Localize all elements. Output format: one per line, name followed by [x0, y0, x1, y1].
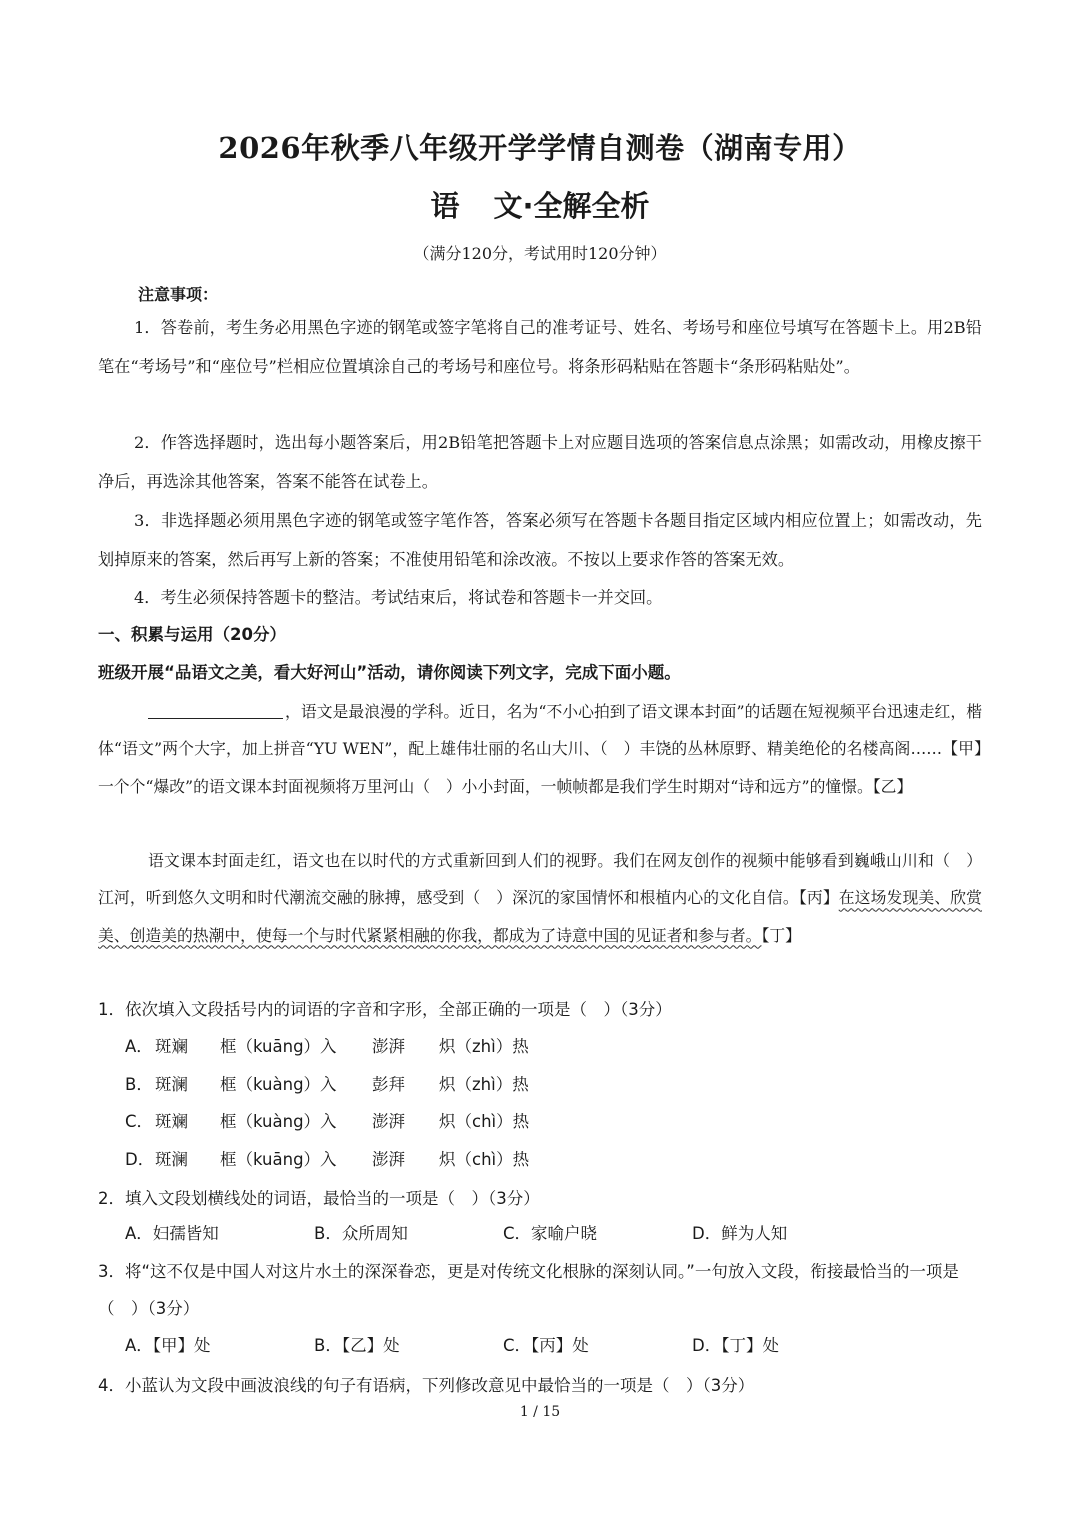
q3-option-a: A．【甲】处: [125, 1336, 211, 1355]
section-heading: 一、积累与运用（20分）: [98, 625, 286, 644]
q3-option-b: B．【乙】处: [314, 1336, 400, 1355]
question-2-stem: 2．填入文段划横线处的词语，最恰当的一项是（ ）（3分）: [98, 1189, 540, 1208]
q3-option-c: C．【丙】处: [503, 1336, 589, 1355]
q1-option-c: C． 斑斓 框（kuàng）入 澎湃 炽（chì）热: [125, 1112, 530, 1131]
q2-option-d: D．鲜为人知: [692, 1224, 788, 1243]
marker-ding: 【丁】: [761, 925, 801, 945]
note-item-3: 3．非选择题必须用黑色字迹的钢笔或签字笔作答，答案必须写在答题卡各题目指定区域内相应位置上；如需改动，先划掉原来的答案，然后再写上新的答案；不准使用铅笔和涂改液。不按以上要求作答的答案无效。: [98, 511, 982, 569]
question-3-stem: 3．将“这不仅是中国人对这片水土的深深眷恋，更是对传统文化根脉的深刻认同。”一句放入文段，衔接最恰当的一项是（ ）（3分）: [98, 1262, 959, 1318]
note-item-4: 4．考生必须保持答题卡的整洁。考试结束后，将试卷和答题卡一并交回。: [134, 588, 663, 607]
q1-option-b: B． 斑澜 框（kuàng）入 彭拜 炽（zhì）热: [125, 1075, 529, 1094]
wavy-underlined-sentence: 在这场发现美、欣赏美、创造美的热潮中，使每一个与时代紧紧相融的你我，都成为了诗意中国的见证者和参与者。: [98, 888, 982, 945]
page-title: 2026年秋季八年级开学学情自测卷（湖南专用）: [218, 131, 862, 165]
passage-paragraph-2: 语文课本封面走红，语文也在以时代的方式重新回到人们的视野。我们在网友创作的视频中能够看到巍峨山川和（ ）江河，听到悠久文明和时代潮流交融的脉搏，感受到（ ）深沉的家国情怀和根植内心的文化自信。【丙】在这场发现美、欣赏美、创造美的热潮中，使每一个与时代紧紧相融的你我，都成为了诗意中国的见证者和参与者。【丁】: [98, 851, 982, 945]
passage-paragraph-1: ，语文是最浪漫的学科。近日，名为“不小心拍到了语文课本封面”的话题在短视频平台迅速走红，楷体“语文”两个大字，加上拼音“YU WEN”，配上雄伟壮丽的名山大川、（ ）丰饶的丛林原野、精美绝伦的名楼高阁……【甲】一个个“爆改”的语文课本封面视频将万里河山（ ）小小封面，一帧帧都是我们学生时期对“诗和远方”的憧憬。【乙】: [98, 702, 982, 796]
fill-blank-line: [148, 700, 283, 719]
page-subtitle: [0, 186, 1080, 226]
subtitle-right: 文·全解全析: [493, 189, 650, 223]
subtitle-left: 语: [430, 189, 460, 223]
q2-option-b: B．众所周知: [314, 1224, 408, 1243]
question-1-stem: 1．依次填入文段括号内的词语的字音和字形，全部正确的一项是（ ）（3分）: [98, 1000, 672, 1019]
page-number: 1 / 15: [519, 1404, 561, 1420]
notes-heading: 注意事项：: [138, 285, 219, 304]
q1-option-a: A． 斑斓 框（kuāng）入 澎湃 炽（zhì）热: [125, 1037, 529, 1056]
question-4-stem: 4．小蓝认为文段中画波浪线的句子有语病，下列修改意见中最恰当的一项是（ ）（3分）: [98, 1376, 755, 1395]
exam-meta: （满分120分，考试用时120分钟）: [413, 244, 667, 263]
q3-options: [125, 1333, 881, 1359]
note-item-1: 1．答卷前，考生务必用黑色字迹的钢笔或签字笔将自己的准考证号、姓名、考场号和座位号填写在答题卡上。用2B铅笔在“考场号”和“座位号”栏相应位置填涂自己的考场号和座位号。将条形码粘贴在答题卡“条形码粘贴处”。: [98, 318, 982, 376]
q2-option-a: A．妇孺皆知: [125, 1224, 219, 1243]
q3-option-d: D．【丁】处: [692, 1336, 779, 1355]
marker-bing: 【丙】: [798, 888, 839, 908]
q2-options: [125, 1221, 881, 1247]
section-intro: 班级开展“品语文之美，看大好河山”活动，请你阅读下列文字，完成下面小题。: [98, 663, 681, 682]
note-item-2: 2．作答选择题时，选出每小题答案后，用2B铅笔把答题卡上对应题目选项的答案信息点涂黑；如需改动，用橡皮擦干净后，再选涂其他答案，答案不能答在试卷上。: [98, 433, 982, 491]
q1-option-d: D．斑澜 框（kuāng）入 澎湃 炽（chì）热: [125, 1150, 530, 1169]
q2-option-c: C．家喻户晓: [503, 1224, 598, 1243]
